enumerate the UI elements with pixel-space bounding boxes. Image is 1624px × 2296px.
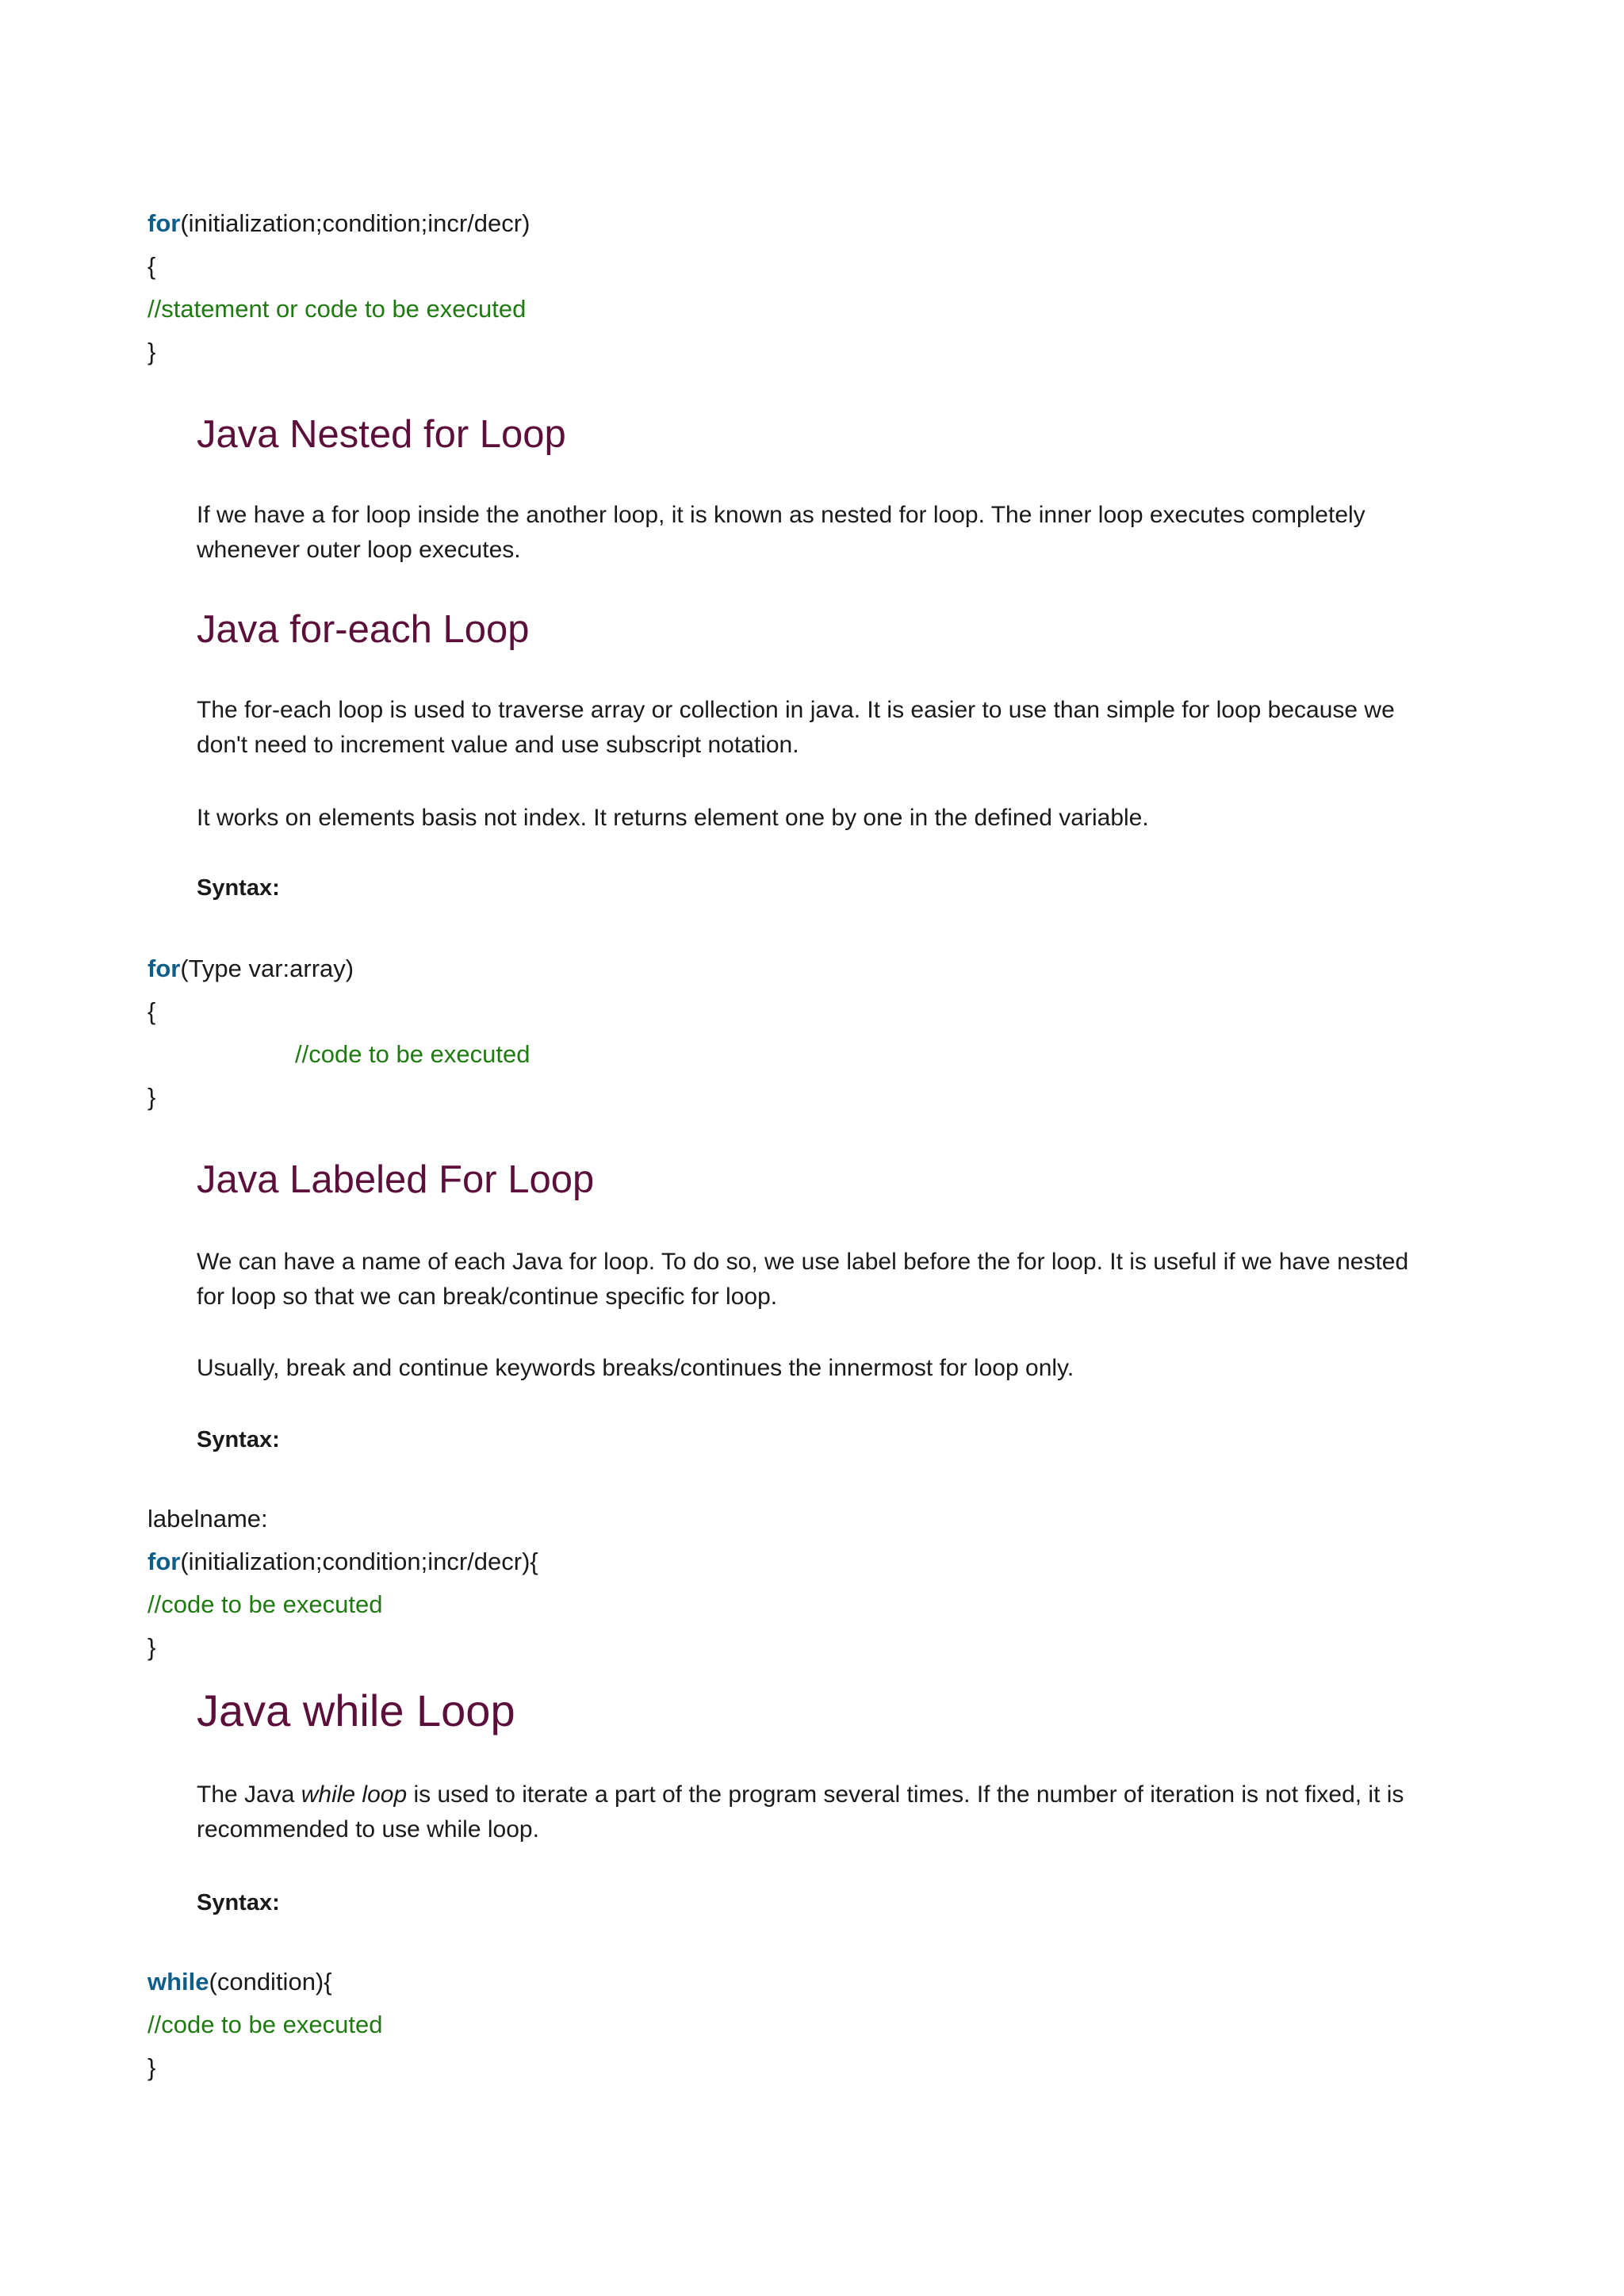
code-line-open-brace: {: [147, 252, 156, 280]
code-line-label: labelname:: [147, 1505, 268, 1533]
paragraph-labeled-1: We can have a name of each Java for loop. To do so, we use label before the for loop. It is useful if we have nested for loop so that we can break/continue specific for loop.: [197, 1249, 1409, 1310]
code-line-for-syntax: [147, 208, 530, 239]
code-text: (initialization;condition;incr/decr){: [180, 1548, 538, 1575]
heading-nested-for-loop: Java Nested for Loop: [197, 413, 566, 456]
code-line-close-brace: }: [147, 2053, 156, 2081]
paragraph-text: The Java: [197, 1781, 301, 1808]
code-comment: //statement or code to be executed: [147, 295, 527, 323]
code-line-for-labeled: [147, 1546, 538, 1578]
paragraph-text: is used to iterate a part of the program several times. If the number of iteration is not fixed, it is recommended to use while loop.: [197, 1781, 1404, 1843]
syntax-label: Syntax:: [197, 1427, 280, 1452]
code-line-close-brace: }: [147, 338, 156, 365]
paragraph-nested-for-loop: If we have a for loop inside the another loop, it is known as nested for loop. The inner loop executes completely whenever outer loop executes.: [197, 502, 1365, 563]
keyword-for: for: [147, 209, 181, 237]
code-line-open-brace: {: [147, 997, 156, 1025]
code-line-while: [147, 1966, 332, 1998]
keyword-for: for: [147, 955, 181, 982]
heading-while-loop: Java while Loop: [197, 1686, 515, 1735]
paragraph-labeled-2: Usually, break and continue keywords breaks/continues the innermost for loop only.: [197, 1355, 1074, 1381]
heading-labeled-for-loop: Java Labeled For Loop: [197, 1158, 595, 1201]
code-line-close-brace: }: [147, 1083, 156, 1111]
heading-for-each-loop: Java for-each Loop: [197, 608, 530, 651]
keyword-while: while: [147, 1968, 209, 1996]
code-comment: //code to be executed: [147, 1590, 383, 1618]
paragraph-emphasis: while loop: [301, 1781, 408, 1808]
keyword-for: for: [147, 1548, 181, 1575]
code-line-close-brace: }: [147, 1633, 156, 1661]
syntax-label: Syntax:: [197, 1890, 280, 1915]
code-text: (condition){: [209, 1968, 332, 1996]
code-text: (initialization;condition;incr/decr): [180, 209, 530, 237]
paragraph-for-each-2: It works on elements basis not index. It returns element one by one in the defined variable.: [197, 805, 1149, 831]
syntax-label: Syntax:: [197, 875, 280, 901]
paragraph-while-loop: [197, 1777, 1434, 1847]
code-line-for-each: [147, 953, 354, 985]
paragraph-for-each-1: The for-each loop is used to traverse array or collection in java. It is easier to use than simple for loop because we don't need to increment value and use subscript notation.: [197, 697, 1395, 758]
code-comment: //code to be executed: [147, 2011, 383, 2038]
code-comment: //code to be executed: [295, 1040, 530, 1068]
code-text: (Type var:array): [180, 955, 354, 982]
